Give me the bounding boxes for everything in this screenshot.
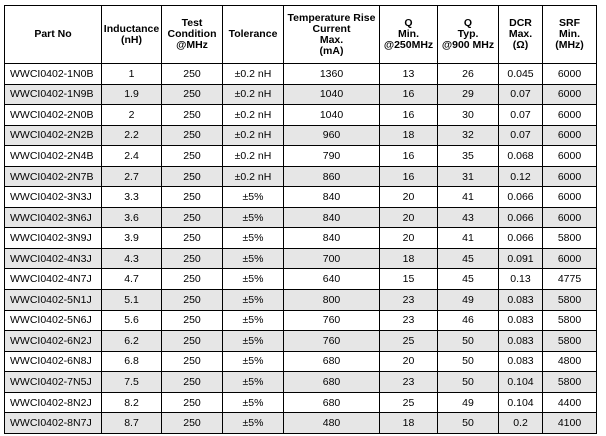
cell-inductance: 3.6 — [102, 207, 162, 228]
cell-dcr-max: 0.091 — [499, 248, 543, 269]
cell-srf-min: 6000 — [543, 105, 597, 126]
cell-inductance: 2.2 — [102, 125, 162, 146]
cell-part-no: WWCI0402-5N1J — [5, 290, 102, 311]
cell-q-min: 16 — [380, 84, 438, 105]
cell-tolerance: ±5% — [223, 372, 284, 393]
cell-dcr-max: 0.083 — [499, 310, 543, 331]
cell-part-no: WWCI0402-5N6J — [5, 310, 102, 331]
cell-q-typ: 43 — [438, 207, 499, 228]
cell-inductance: 3.3 — [102, 187, 162, 208]
cell-dcr-max: 0.068 — [499, 146, 543, 167]
table-row — [5, 187, 597, 208]
header-line: Temperature Rise — [287, 11, 376, 24]
cell-inductance: 5.1 — [102, 290, 162, 311]
cell-temp-rise-current: 1040 — [284, 105, 380, 126]
cell-srf-min: 5800 — [543, 228, 597, 249]
cell-q-min: 25 — [380, 392, 438, 413]
cell-dcr-max: 0.066 — [499, 187, 543, 208]
cell-tolerance: ±5% — [223, 290, 284, 311]
cell-dcr-max: 0.066 — [499, 207, 543, 228]
table-row — [5, 392, 597, 413]
table-header-row — [5, 6, 597, 64]
cell-test-condition: 250 — [162, 125, 223, 146]
cell-dcr-max: 0.12 — [499, 166, 543, 187]
spec-table-container — [4, 5, 597, 434]
cell-part-no: WWCI0402-3N6J — [5, 207, 102, 228]
cell-tolerance: ±5% — [223, 248, 284, 269]
header-line: @MHz — [176, 39, 208, 51]
cell-q-min: 18 — [380, 413, 438, 434]
header-line: Part No — [34, 28, 72, 40]
cell-q-min: 16 — [380, 166, 438, 187]
cell-test-condition: 250 — [162, 248, 223, 269]
cell-tolerance: ±0.2 nH — [223, 146, 284, 167]
cell-q-min: 25 — [380, 331, 438, 352]
table-row — [5, 166, 597, 187]
cell-q-typ: 32 — [438, 125, 499, 146]
cell-tolerance: ±0.2 nH — [223, 105, 284, 126]
cell-srf-min: 6000 — [543, 187, 597, 208]
header-srf-min — [543, 6, 597, 64]
cell-srf-min: 6000 — [543, 248, 597, 269]
cell-inductance: 2.7 — [102, 166, 162, 187]
cell-part-no: WWCI0402-4N3J — [5, 248, 102, 269]
cell-tolerance: ±5% — [223, 392, 284, 413]
cell-srf-min: 6000 — [543, 207, 597, 228]
cell-dcr-max: 0.045 — [499, 64, 543, 85]
cell-q-min: 23 — [380, 310, 438, 331]
table-row — [5, 372, 597, 393]
cell-temp-rise-current: 1040 — [284, 84, 380, 105]
cell-temp-rise-current: 680 — [284, 372, 380, 393]
cell-q-min: 16 — [380, 146, 438, 167]
cell-test-condition: 250 — [162, 84, 223, 105]
cell-test-condition: 250 — [162, 207, 223, 228]
cell-tolerance: ±5% — [223, 269, 284, 290]
cell-inductance: 8.2 — [102, 392, 162, 413]
cell-q-min: 20 — [380, 187, 438, 208]
cell-q-typ: 49 — [438, 290, 499, 311]
cell-q-typ: 50 — [438, 413, 499, 434]
cell-q-typ: 50 — [438, 351, 499, 372]
cell-dcr-max: 0.07 — [499, 105, 543, 126]
cell-q-typ: 46 — [438, 310, 499, 331]
cell-inductance: 4.7 — [102, 269, 162, 290]
cell-srf-min: 6000 — [543, 84, 597, 105]
table-row — [5, 351, 597, 372]
cell-q-typ: 50 — [438, 372, 499, 393]
cell-srf-min: 4400 — [543, 392, 597, 413]
table-row — [5, 310, 597, 331]
cell-test-condition: 250 — [162, 351, 223, 372]
cell-inductance: 3.9 — [102, 228, 162, 249]
header-line: SRF — [559, 17, 580, 29]
table-row — [5, 228, 597, 249]
cell-temp-rise-current: 960 — [284, 125, 380, 146]
cell-tolerance: ±5% — [223, 310, 284, 331]
cell-test-condition: 250 — [162, 146, 223, 167]
cell-test-condition: 250 — [162, 310, 223, 331]
cell-test-condition: 250 — [162, 105, 223, 126]
cell-q-typ: 31 — [438, 166, 499, 187]
cell-tolerance: ±0.2 nH — [223, 64, 284, 85]
table-row — [5, 207, 597, 228]
cell-temp-rise-current: 680 — [284, 351, 380, 372]
table-body — [5, 64, 597, 434]
cell-part-no: WWCI0402-2N2B — [5, 125, 102, 146]
cell-srf-min: 5800 — [543, 290, 597, 311]
header-line: Inductance — [103, 22, 160, 35]
cell-part-no: WWCI0402-7N5J — [5, 372, 102, 393]
header-line: Max. — [319, 33, 344, 46]
cell-q-min: 18 — [380, 125, 438, 146]
cell-part-no: WWCI0402-6N8J — [5, 351, 102, 372]
cell-test-condition: 250 — [162, 413, 223, 434]
cell-dcr-max: 0.13 — [499, 269, 543, 290]
cell-test-condition: 250 — [162, 166, 223, 187]
cell-temp-rise-current: 480 — [284, 413, 380, 434]
cell-q-min: 20 — [380, 351, 438, 372]
cell-srf-min: 5800 — [543, 372, 597, 393]
cell-test-condition: 250 — [162, 290, 223, 311]
cell-tolerance: ±0.2 nH — [223, 166, 284, 187]
cell-test-condition: 250 — [162, 392, 223, 413]
cell-q-typ: 29 — [438, 84, 499, 105]
cell-q-typ: 49 — [438, 392, 499, 413]
cell-test-condition: 250 — [162, 331, 223, 352]
table-row — [5, 290, 597, 311]
header-line: Test — [181, 17, 203, 29]
cell-q-min: 18 — [380, 248, 438, 269]
cell-temp-rise-current: 760 — [284, 331, 380, 352]
cell-temp-rise-current: 790 — [284, 146, 380, 167]
cell-srf-min: 4775 — [543, 269, 597, 290]
cell-temp-rise-current: 700 — [284, 248, 380, 269]
header-line: Typ. — [457, 28, 479, 40]
cell-test-condition: 250 — [162, 228, 223, 249]
header-line: @900 MHz — [441, 39, 495, 51]
table-row — [5, 64, 597, 85]
cell-q-min: 20 — [380, 207, 438, 228]
cell-inductance: 6.2 — [102, 331, 162, 352]
header-line: (Ω) — [512, 39, 529, 51]
header-line: Max. — [508, 28, 533, 40]
header-line: Condition — [167, 28, 217, 40]
table-row — [5, 269, 597, 290]
header-line: Min. — [559, 28, 580, 40]
header-line: Min. — [398, 28, 419, 40]
cell-test-condition: 250 — [162, 372, 223, 393]
cell-part-no: WWCI0402-4N7J — [5, 269, 102, 290]
cell-dcr-max: 0.104 — [499, 392, 543, 413]
header-line: Q — [463, 17, 473, 29]
cell-part-no: WWCI0402-8N2J — [5, 392, 102, 413]
cell-inductance: 8.7 — [102, 413, 162, 434]
cell-q-min: 15 — [380, 269, 438, 290]
cell-srf-min: 6000 — [543, 146, 597, 167]
inductor-spec-table — [4, 5, 597, 434]
cell-q-typ: 41 — [438, 187, 499, 208]
header-test-condition — [162, 6, 223, 64]
header-line: @250MHz — [383, 39, 434, 51]
cell-inductance: 7.5 — [102, 372, 162, 393]
cell-tolerance: ±5% — [223, 228, 284, 249]
cell-tolerance: ±5% — [223, 207, 284, 228]
cell-q-typ: 50 — [438, 331, 499, 352]
cell-test-condition: 250 — [162, 64, 223, 85]
cell-inductance: 1.9 — [102, 84, 162, 105]
cell-srf-min: 6000 — [543, 125, 597, 146]
cell-dcr-max: 0.104 — [499, 372, 543, 393]
cell-part-no: WWCI0402-1N9B — [5, 84, 102, 105]
cell-srf-min: 5800 — [543, 331, 597, 352]
cell-temp-rise-current: 840 — [284, 187, 380, 208]
cell-temp-rise-current: 680 — [284, 392, 380, 413]
cell-q-typ: 26 — [438, 64, 499, 85]
cell-tolerance: ±5% — [223, 413, 284, 434]
cell-temp-rise-current: 1360 — [284, 64, 380, 85]
cell-dcr-max: 0.083 — [499, 351, 543, 372]
header-line: (MHz) — [555, 39, 584, 51]
cell-inductance: 4.3 — [102, 248, 162, 269]
cell-tolerance: ±5% — [223, 187, 284, 208]
cell-inductance: 6.8 — [102, 351, 162, 372]
cell-part-no: WWCI0402-3N3J — [5, 187, 102, 208]
header-tolerance — [223, 6, 284, 64]
cell-part-no: WWCI0402-3N9J — [5, 228, 102, 249]
table-row — [5, 331, 597, 352]
cell-temp-rise-current: 800 — [284, 290, 380, 311]
table-row — [5, 146, 597, 167]
cell-tolerance: ±5% — [223, 351, 284, 372]
cell-dcr-max: 0.07 — [499, 125, 543, 146]
cell-part-no: WWCI0402-8N7J — [5, 413, 102, 434]
header-line: (nH) — [121, 33, 142, 46]
header-line: (mA) — [319, 44, 344, 57]
header-line: DCR — [509, 17, 532, 29]
cell-temp-rise-current: 860 — [284, 166, 380, 187]
cell-test-condition: 250 — [162, 187, 223, 208]
cell-q-typ: 30 — [438, 105, 499, 126]
cell-inductance: 5.6 — [102, 310, 162, 331]
cell-inductance: 1 — [102, 64, 162, 85]
table-row — [5, 413, 597, 434]
cell-temp-rise-current: 640 — [284, 269, 380, 290]
cell-part-no: WWCI0402-6N2J — [5, 331, 102, 352]
cell-q-typ: 45 — [438, 248, 499, 269]
cell-dcr-max: 0.2 — [499, 413, 543, 434]
header-part-no — [5, 6, 102, 64]
cell-part-no: WWCI0402-2N4B — [5, 146, 102, 167]
cell-srf-min: 5800 — [543, 310, 597, 331]
cell-q-min: 23 — [380, 290, 438, 311]
table-row — [5, 105, 597, 126]
cell-q-typ: 35 — [438, 146, 499, 167]
cell-q-typ: 41 — [438, 228, 499, 249]
cell-temp-rise-current: 840 — [284, 207, 380, 228]
header-q-min — [380, 6, 438, 64]
header-line: Tolerance — [228, 28, 278, 40]
cell-temp-rise-current: 840 — [284, 228, 380, 249]
header-inductance — [102, 6, 162, 64]
cell-part-no: WWCI0402-1N0B — [5, 64, 102, 85]
cell-srf-min: 6000 — [543, 166, 597, 187]
cell-temp-rise-current: 760 — [284, 310, 380, 331]
cell-part-no: WWCI0402-2N0B — [5, 105, 102, 126]
cell-q-min: 13 — [380, 64, 438, 85]
cell-tolerance: ±0.2 nH — [223, 84, 284, 105]
cell-dcr-max: 0.083 — [499, 331, 543, 352]
table-row — [5, 125, 597, 146]
cell-srf-min: 6000 — [543, 64, 597, 85]
cell-q-min: 20 — [380, 228, 438, 249]
cell-srf-min: 4800 — [543, 351, 597, 372]
cell-tolerance: ±0.2 nH — [223, 125, 284, 146]
cell-dcr-max: 0.07 — [499, 84, 543, 105]
header-temp-rise-current — [284, 6, 380, 64]
header-line: Q — [404, 17, 413, 29]
table-row — [5, 248, 597, 269]
cell-srf-min: 4100 — [543, 413, 597, 434]
cell-q-typ: 45 — [438, 269, 499, 290]
cell-part-no: WWCI0402-2N7B — [5, 166, 102, 187]
header-line: Current — [312, 22, 351, 35]
table-row — [5, 84, 597, 105]
cell-dcr-max: 0.083 — [499, 290, 543, 311]
cell-inductance: 2.4 — [102, 146, 162, 167]
cell-q-min: 23 — [380, 372, 438, 393]
header-q-typ — [438, 6, 499, 64]
cell-dcr-max: 0.066 — [499, 228, 543, 249]
cell-tolerance: ±5% — [223, 331, 284, 352]
cell-inductance: 2 — [102, 105, 162, 126]
cell-test-condition: 250 — [162, 269, 223, 290]
cell-q-min: 16 — [380, 105, 438, 126]
header-dcr-max — [499, 6, 543, 64]
